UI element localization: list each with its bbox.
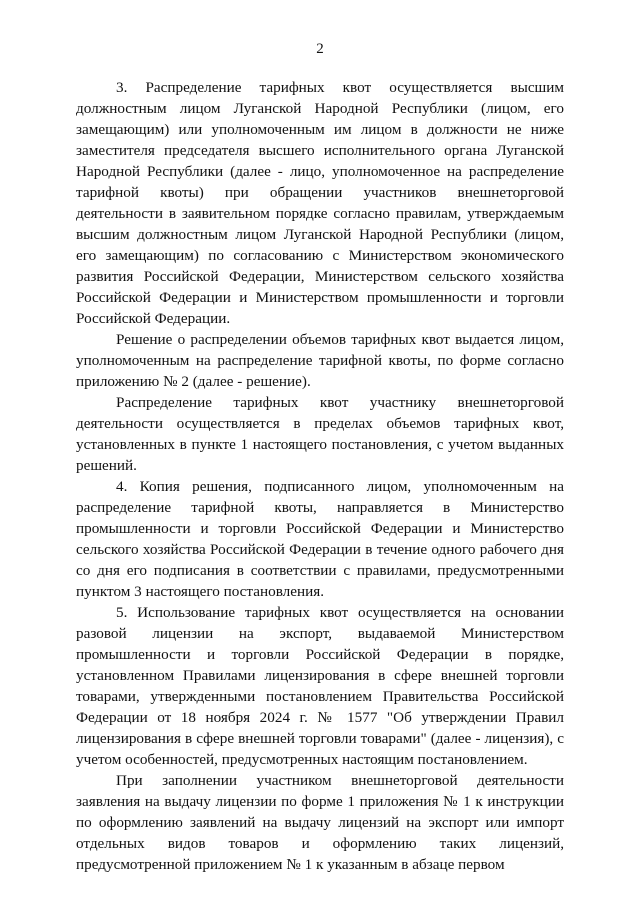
document-body xyxy=(76,77,564,875)
paragraph-item-3: 3. Распределение тарифных квот осуществляется высшим должностным лицом Луганской Народной Республики (лицом, его замещающим) или уполномоченным им лицом в должности не ниже заместителя председателя высшего исполнительного органа Луганской Народной Республики (далее - лицо, уполномоченное на распределение тарифной квоты) при обращении участников внешнеторговой деятельности в заявительном порядке согласно правилам, утверждаемым высшим должностным лицом Луганской Народной Республики (лицом, его замещающим) по согласованию с Министерством экономического развития Российской Федерации, Министерством сельского хозяйства Российской Федерации и Министерством промышленности и торговли Российской Федерации. xyxy=(76,79,564,327)
paragraph-item-4: 4. Копия решения, подписанного лицом, уполномоченным на распределение тарифной квоты, направляется в Министерство промышленности и торговли Российской Федерации и Министерство сельского хозяйства Российской Федерации в течение одного рабочего дня со дня его подписания в соответствии с правилами, предусмотренными пунктом 3 настоящего постановления. xyxy=(76,478,564,600)
paragraph-application: При заполнении участником внешнеторговой деятельности заявления на выдачу лицензии по форме 1 приложения № 1 к инструкции по оформлению заявлений на выдачу лицензий на экспорт или импорт отдельных видов товаров и оформлению таких лицензий, предусмотренной приложением № 1 к указанным в абзаце первом xyxy=(76,772,564,873)
paragraph-distribution: Распределение тарифных квот участнику внешнеторговой деятельности осуществляется в пределах объемов тарифных квот, установленных в пункте 1 настоящего постановления, с учетом выданных решений. xyxy=(76,394,564,474)
paragraph-item-5: 5. Использование тарифных квот осуществляется на основании разовой лицензии на экспорт, выдаваемой Министерством промышленности и торговли Российской Федерации в порядке, установленном Правилами лицензирования в сфере внешней торговли товарами, утвержденными постановлением Правительства Российской Федерации от 18 ноября 2024 г. № 1577 "Об утверждении Правил лицензирования в сфере внешней торговли товарами" (далее - лицензия), с учетом особенностей, предусмотренных настоящим постановлением. xyxy=(76,604,564,768)
paragraph-decision: Решение о распределении объемов тарифных квот выдается лицом, уполномоченным на распределение тарифной квоты, по форме согласно приложению № 2 (далее - решение). xyxy=(76,331,564,390)
page-number: 2 xyxy=(316,41,324,57)
